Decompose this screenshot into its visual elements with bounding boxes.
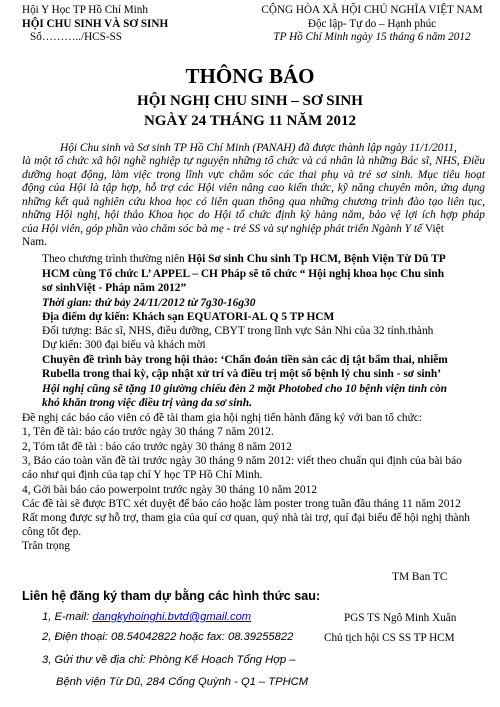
conference-date: NGÀY 24 THÁNG 11 NĂM 2012 xyxy=(143,113,357,129)
event-attendance: Dự kiến: 300 đại biểu và khách mời xyxy=(42,339,206,351)
intro-line: dưỡng hoạt động, làm việc trong lĩnh vực chăm sóc các thai phụ và trẻ sơ sinh. Mục tiêu hoạt xyxy=(22,169,485,181)
contact-heading: Liên hệ đăng ký tham dự bằng các hình thức sau: xyxy=(22,589,321,603)
doc-number: Số………../HCS-SS xyxy=(30,31,123,43)
register-line: công tốt đẹp. xyxy=(22,526,82,538)
intro-line: Hội Chu sinh và Sơ sinh TP Hồ Chí Minh (PANAH) đã được thành lập ngày 11/1/2011, xyxy=(60,142,457,154)
register-line: Đề nghị các báo cáo viên có đề tài tham gia hội nghị tiến hành đăng ký với ban tổ chức: xyxy=(22,412,422,424)
signer-role: Chủ tịch hội CS SS TP HCM xyxy=(324,632,455,644)
intro-line: những kết quả nghiên cứu khoa học có liên quan thông qua những chương trình đào tạo liên tục, xyxy=(22,196,485,208)
register-line: Các đề tài sẽ được BTC xét duyệt để báo cáo hoặc làm poster trong tuần đầu tháng 11 năm 2012 xyxy=(22,498,461,510)
event-time: Thời gian: thứ bảy 24/11/2012 từ 7g30-16g30 xyxy=(42,297,256,309)
conference-title: HỘI NGHỊ CHU SINH – SƠ SINH xyxy=(137,93,363,109)
intro-line: động của Hội là tập hợp, hỗ trợ các Hội viên nâng cao kiến thức, kỹ năng chuyên môn, ứng dụng xyxy=(22,182,485,194)
event-place: Địa điểm dự kiến: Khách sạn EQUATORI-AL Q 5 TP HCM xyxy=(42,311,335,323)
contact-phone: 2, Điện thoại: 08.54042822 hoặc fax: 08.39255822 xyxy=(42,631,294,643)
intro-line: của Hội viên, góp phần vào chăm sóc bà mẹ - trẻ SS và sự nghiệp phát triển Ngành Y tế Việt xyxy=(22,223,444,235)
signer-name: PGS TS Ngô Minh Xuân xyxy=(344,612,457,624)
doc-date: TP Hồ Chí Minh ngày 15 tháng 6 năm 2012 xyxy=(273,31,471,43)
country-name: CỘNG HÒA XÃ HỘI CHỦ NGHĨA VIỆT NAM xyxy=(261,4,483,16)
register-line: 4, Gởi bài báo cáo powerpoint trước ngày 30 tháng 10 năm 2012 xyxy=(22,484,318,496)
register-line: cáo như qui định của tạp chí Y học TP Hồ Chí Minh. xyxy=(22,469,263,481)
register-line: 3, Báo cáo toàn văn đề tài trước ngày 30 tháng 9 năm 2012: viết theo chuẩn qui định của bài báo xyxy=(22,455,462,467)
event-topic: Chuyên đề trình bày trong hội thảo: ‘Chẩn đoán tiền sản các dị tật bẩm thai, nhiễm xyxy=(42,354,448,366)
contact-mail: 3, Gửi thư về địa chỉ: Phòng Kế Hoạch Tổng Hợp – xyxy=(42,654,296,666)
motto: Độc lập- Tự do – Hạnh phúc xyxy=(307,18,437,30)
intro-line: Nam. xyxy=(22,236,47,248)
intro-line: những Hội nghị, hội thảo Khoa học do Hội tổ chức định kỳ hàng năm, bảo vệ lợi ích hợp pháp xyxy=(22,209,485,221)
register-line: Rất mong được sự hỗ trợ, tham gia của quí cơ quan, quý nhà tài trợ, quí đại biểu để hội nghị thành xyxy=(22,512,470,524)
program-line: Theo chương trình thường niên Hội Sơ sinh Chu sinh Tp HCM, Bệnh Viện Từ Dũ TP xyxy=(42,253,446,265)
event-topic-cont: Rubella trong thai kỳ, cập nhật xử trí và điều trị một số bệnh lý chu sinh - sơ sinh’ xyxy=(42,368,442,380)
register-line: 2, Tóm tắt đề tài : báo cáo trước ngày 30 tháng 8 năm 2012 xyxy=(22,441,292,453)
org-parent: Hội Y Học TP Hồ Chí Minh xyxy=(22,4,148,16)
event-gift: Hội nghị cũng sẽ tặng 10 giường chiếu đèn 2 mặt Photobed cho 10 bệnh viện tỉnh còn xyxy=(42,383,448,395)
page-title: THÔNG BÁO xyxy=(185,64,315,88)
signing-org: TM Ban TC xyxy=(392,571,448,583)
register-line: Trân trọng xyxy=(22,540,70,552)
contact-email: 1, E-mail: dangkyhoinghi.bvtd@gmail.com xyxy=(42,611,252,623)
program-line: sơ sinhViệt - Pháp năm 2012” xyxy=(42,282,187,294)
email-link[interactable]: dangkyhoinghi.bvtd@gmail.com xyxy=(92,611,252,623)
contact-mail-address: Bệnh viện Từ Dũ, 284 Cống Quỳnh - Q1 – TPHCM xyxy=(56,676,309,688)
program-line: HCM cùng Tổ chức L’ APPEL – CH Pháp sẽ tổ chức “ Hội nghị khoa học Chu sinh xyxy=(42,268,445,280)
org-name: HỘI CHU SINH VÀ SƠ SINH xyxy=(22,18,169,30)
intro-line: là một tổ chức xã hội nghề nghiệp tự nguyện những tổ chức và cá nhân là những Bác sĩ, NHS, Điều xyxy=(22,155,485,167)
register-line: 1, Tên đề tài: báo cáo trước ngày 30 tháng 7 năm 2012. xyxy=(22,426,274,438)
event-audience: Đối tượng: Bác sĩ, NHS, điều dưỡng, CBYT trong lĩnh vực Sản Nhi của 32 tỉnh.thành xyxy=(42,325,434,337)
event-gift-cont: khó khăn trong việc điều trị vàng da sơ sinh. xyxy=(42,397,252,409)
